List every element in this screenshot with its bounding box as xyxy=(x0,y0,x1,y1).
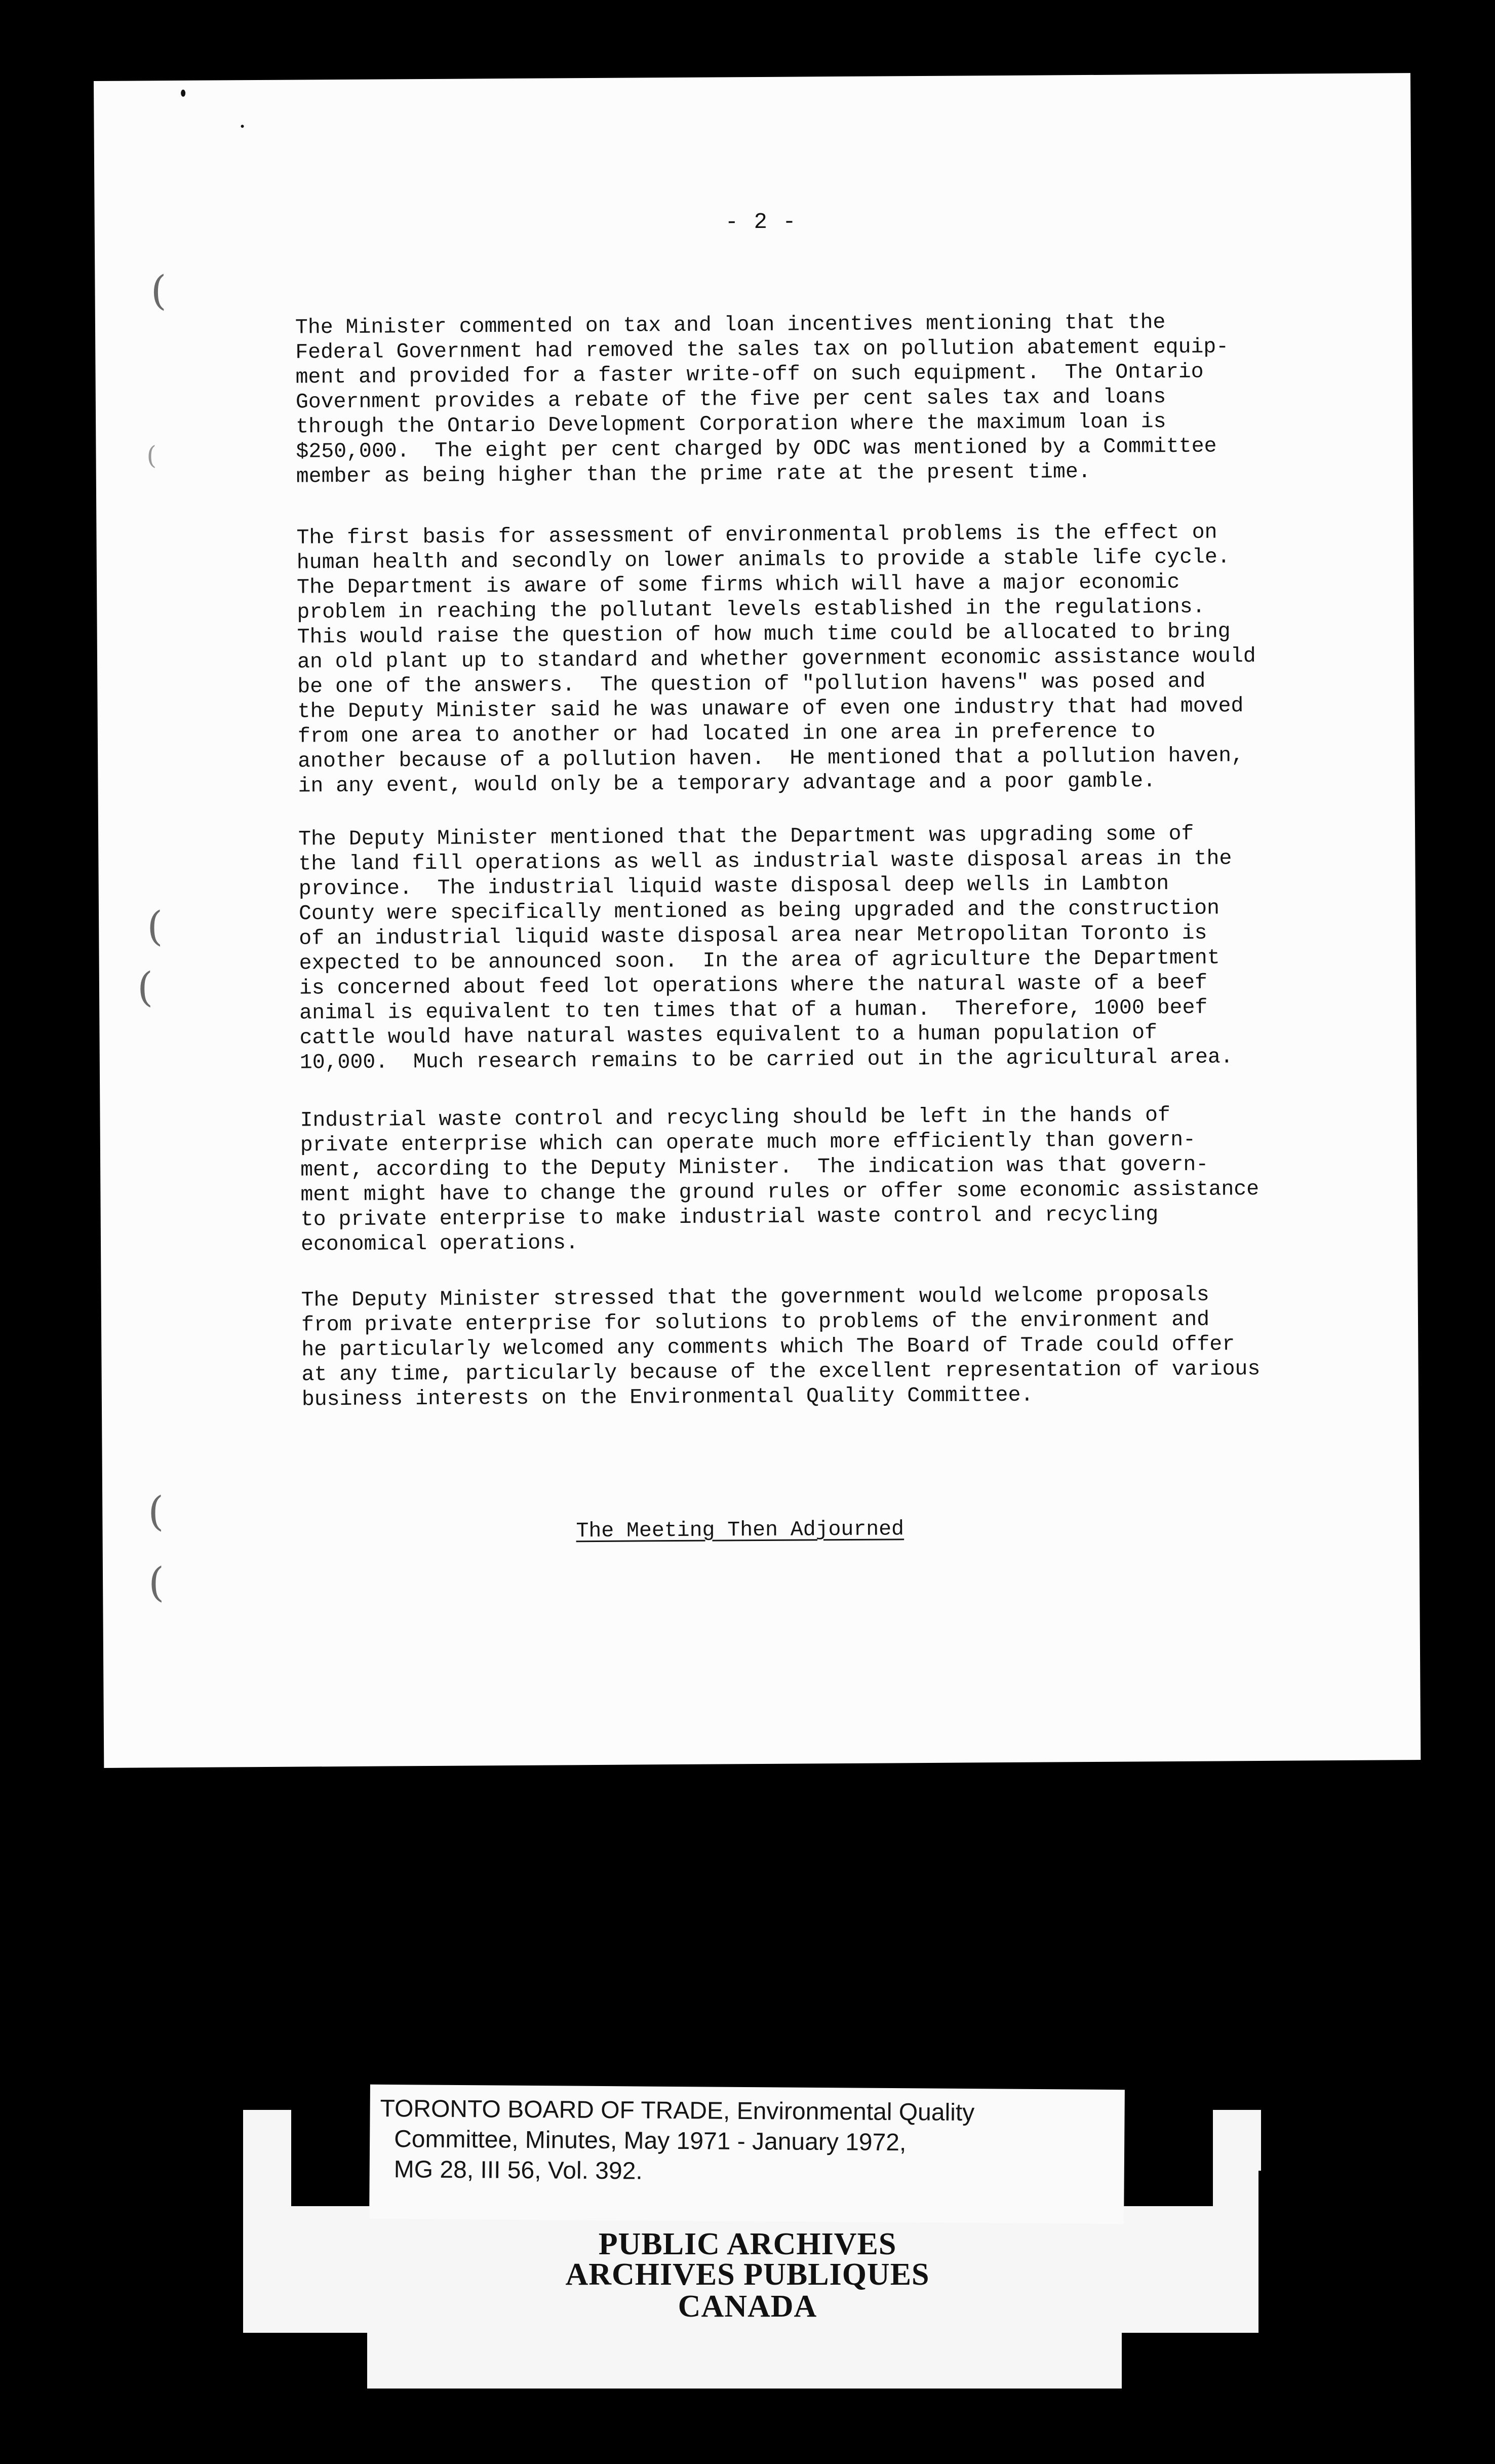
ink-speck xyxy=(241,125,244,128)
label-bottom-strip xyxy=(367,2333,1122,2389)
ink-speck xyxy=(181,90,185,97)
binder-hole-mark: ( xyxy=(147,1488,164,1535)
citation-line-3: MG 28, III 56, Vol. 392. xyxy=(394,2156,643,2185)
binder-hole-mark: ( xyxy=(148,1559,165,1606)
archive-stamp-french: ARCHIVES PUBLIQUES xyxy=(565,2257,930,2292)
citation-line-2: Committee, Minutes, May 1971 - January 1972, xyxy=(394,2126,907,2157)
archive-stamp-country: CANADA xyxy=(678,2289,817,2324)
paragraph-recycling: Industrial waste control and recycling should be left in the hands of private enterprise which can operate much more efficiently than govern- ment, according to the Deputy Minister. The indication was that govern- ment might have to change the ground rules or offer some economic assistance to private enterprise to make industrial waste control and recycling economical operations. xyxy=(300,1103,1260,1257)
paragraph-proposals: The Deputy Minister stressed that the government would welcome proposals from private enterprise for solutions to problems of the environment and he particularly welcomed any comments which The Board of Trade could offer at any time, particularly because of the excellent representation of various business interests on the Environmental Quality Committee. xyxy=(301,1283,1261,1412)
binder-hole-mark: ( xyxy=(137,964,153,1011)
citation-line-1: TORONTO BOARD OF TRADE, Environmental Quality xyxy=(380,2095,975,2127)
closing-line: The Meeting Then Adjourned xyxy=(576,1517,904,1544)
binder-hole-mark: ( xyxy=(146,903,163,950)
paragraph-tax-incentives: The Minister commented on tax and loan incentives mentioning that the Federal Government had removed the sales tax on pollution abatement equip- ment and provided for a faster write-off on such equipment. The Ontario Government provides a rebate of the five per cent sales tax and loans through the Ontario Development Corporation where the maximum loan is $250,000. The eight per cent charged by ODC was mentioned by a Committee member as being higher than the prime rate at the present time. xyxy=(295,311,1229,489)
document-page xyxy=(94,73,1421,1768)
archive-stamp-english: PUBLIC ARCHIVES xyxy=(598,2227,897,2261)
paragraph-waste-disposal: The Deputy Minister mentioned that the Department was upgrading some of the land fill operations as well as industrial waste disposal areas in the province. The industrial liquid waste disposal deep wells in Lambton County were specifically mentioned as being upgraded and the construction of an industrial liquid waste disposal area near Metropolitan Toronto is expected to be announced soon. In the area of agriculture the Department is concerned about feed lot operations where the natural waste of a beef animal is equivalent to ten times that of a human. Therefore, 1000 beef cattle would have natural wastes equivalent to a human population of 10,000. Much research remains to be carried out in the agricultural area. xyxy=(298,822,1233,1075)
binder-hole-mark: ( xyxy=(146,441,157,471)
page-number: - 2 - xyxy=(725,209,797,236)
citation-card xyxy=(369,2085,1125,2224)
binder-hole-mark: ( xyxy=(150,267,167,315)
paragraph-assessment: The first basis for assessment of environmental problems is the effect on human health and secondly on lower animals to provide a stable life cycle. The Department is aware of some firms which will have a major economic problem in reaching the pollutant levels established in the regulations. This would raise the question of how much time could be allocated to bring an old plant up to standard and whether government economic assistance would be one of the answers. The question of "pollution havens" was posed and the Deputy Minister said he was unaware of even one industry that had moved from one area to another or had located in one area in preference to another because of a pollution haven. He mentioned that a pollution haven, in any event, would only be a temporary advantage and a poor gamble. xyxy=(296,520,1256,798)
